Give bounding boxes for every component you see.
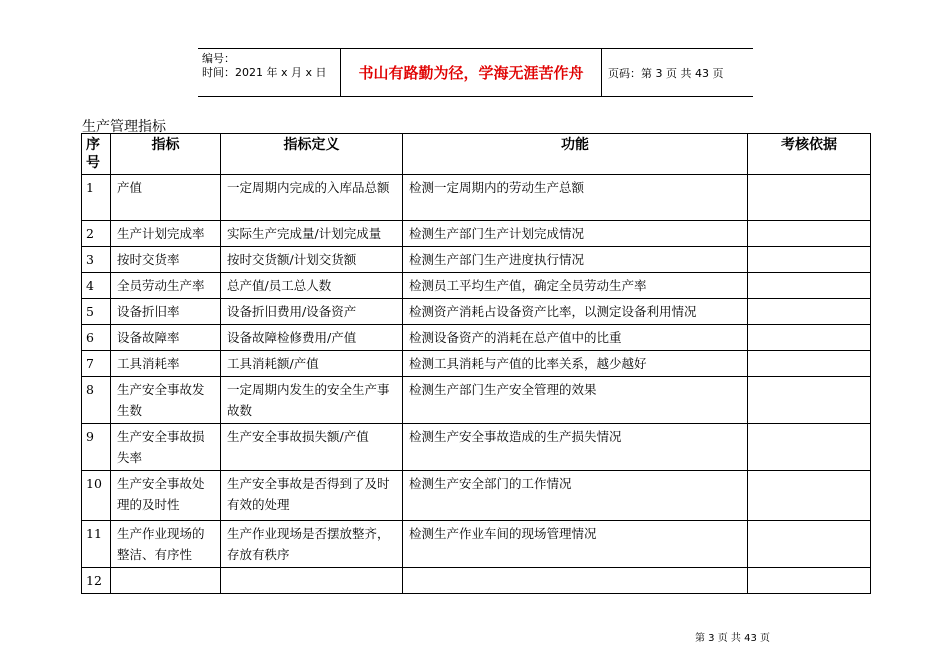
cell-definition: 生产作业现场是否摆放整齐，存放有秩序 <box>221 521 403 568</box>
column-header-function: 功能 <box>403 134 748 175</box>
cell-basis <box>748 221 871 247</box>
cell-definition: 实际生产完成量/计划完成量 <box>221 221 403 247</box>
table-row <box>82 377 871 424</box>
cell-basis <box>748 568 871 594</box>
cell-basis <box>748 424 871 471</box>
cell-basis <box>748 325 871 351</box>
cell-indicator: 生产安全事故发生数 <box>111 377 221 424</box>
number-label: 编号： <box>202 52 235 65</box>
cell-no: 10 <box>82 471 111 521</box>
table-row <box>82 568 871 594</box>
cell-no: 5 <box>82 299 111 325</box>
table-row <box>82 471 871 521</box>
cell-function: 检测一定周期内的劳动生产总额 <box>403 175 748 221</box>
table-header-row <box>82 134 871 175</box>
cell-indicator: 按时交货率 <box>111 247 221 273</box>
cell-basis <box>748 175 871 221</box>
cell-indicator: 工具消耗率 <box>111 351 221 377</box>
column-header-definition: 指标定义 <box>221 134 403 175</box>
cell-no: 11 <box>82 521 111 568</box>
cell-definition: 工具消耗额/产值 <box>221 351 403 377</box>
cell-basis <box>748 377 871 424</box>
cell-no: 8 <box>82 377 111 424</box>
cell-definition: 生产安全事故是否得到了及时有效的处理 <box>221 471 403 521</box>
cell-basis <box>748 351 871 377</box>
cell-no: 2 <box>82 221 111 247</box>
page-header <box>198 48 753 97</box>
cell-no: 1 <box>82 175 111 221</box>
cell-no: 3 <box>82 247 111 273</box>
cell-definition <box>221 568 403 594</box>
table-row <box>82 521 871 568</box>
cell-basis <box>748 273 871 299</box>
cell-no: 12 <box>82 568 111 594</box>
cell-function: 检测生产部门生产计划完成情况 <box>403 221 748 247</box>
column-header-basis: 考核依据 <box>748 134 871 175</box>
cell-indicator <box>111 568 221 594</box>
table-row <box>82 247 871 273</box>
cell-indicator: 生产安全事故处理的及时性 <box>111 471 221 521</box>
page-footer: 第 3 页 共 43 页 <box>695 633 770 644</box>
table-row <box>82 175 871 221</box>
table-row <box>82 351 871 377</box>
cell-function: 检测生产作业车间的现场管理情况 <box>403 521 748 568</box>
cell-indicator: 全员劳动生产率 <box>111 273 221 299</box>
cell-definition: 设备折旧费用/设备资产 <box>221 299 403 325</box>
cell-function: 检测生产部门生产进度执行情况 <box>403 247 748 273</box>
cell-function: 检测设备资产的消耗在总产值中的比重 <box>403 325 748 351</box>
header-motto: 书山有路勤为径，学海无涯苦作舟 <box>341 49 602 96</box>
cell-definition: 生产安全事故损失额/产值 <box>221 424 403 471</box>
cell-function: 检测工具消耗与产值的比率关系，越少越好 <box>403 351 748 377</box>
cell-indicator: 生产安全事故损失率 <box>111 424 221 471</box>
cell-definition: 总产值/员工总人数 <box>221 273 403 299</box>
header-page-label: 页码：第 3 页 共 43 页 <box>608 66 724 80</box>
column-header-indicator: 指标 <box>111 134 221 175</box>
time-label: 时间：2021 年 x 月 x 日 <box>202 66 327 79</box>
table-row <box>82 299 871 325</box>
table-row <box>82 424 871 471</box>
table-row <box>82 221 871 247</box>
cell-function: 检测资产消耗占设备资产比率，以测定设备利用情况 <box>403 299 748 325</box>
table-row <box>82 325 871 351</box>
cell-function: 检测生产安全事故造成的生产损失情况 <box>403 424 748 471</box>
cell-indicator: 设备折旧率 <box>111 299 221 325</box>
cell-definition: 设备故障检修费用/产值 <box>221 325 403 351</box>
cell-definition: 按时交货额/计划交货额 <box>221 247 403 273</box>
cell-no: 4 <box>82 273 111 299</box>
cell-basis <box>748 471 871 521</box>
cell-basis <box>748 299 871 325</box>
cell-definition: 一定周期内完成的入库品总额 <box>221 175 403 221</box>
cell-indicator: 设备故障率 <box>111 325 221 351</box>
cell-function: 检测员工平均生产值，确定全员劳动生产率 <box>403 273 748 299</box>
table-body <box>82 175 871 594</box>
cell-no: 7 <box>82 351 111 377</box>
cell-basis <box>748 521 871 568</box>
header-info <box>198 49 341 96</box>
cell-indicator: 生产作业现场的整洁、有序性 <box>111 521 221 568</box>
cell-function: 检测生产安全部门的工作情况 <box>403 471 748 521</box>
section-title: 生产管理指标 <box>82 119 166 135</box>
cell-no: 6 <box>82 325 111 351</box>
cell-no: 9 <box>82 424 111 471</box>
cell-definition: 一定周期内发生的安全生产事故数 <box>221 377 403 424</box>
column-header-seq: 序号 <box>82 134 111 175</box>
cell-indicator: 生产计划完成率 <box>111 221 221 247</box>
cell-indicator: 产值 <box>111 175 221 221</box>
cell-function: 检测生产部门生产安全管理的效果 <box>403 377 748 424</box>
table-row <box>82 273 871 299</box>
indicator-table <box>81 133 871 594</box>
cell-function <box>403 568 748 594</box>
cell-basis <box>748 247 871 273</box>
